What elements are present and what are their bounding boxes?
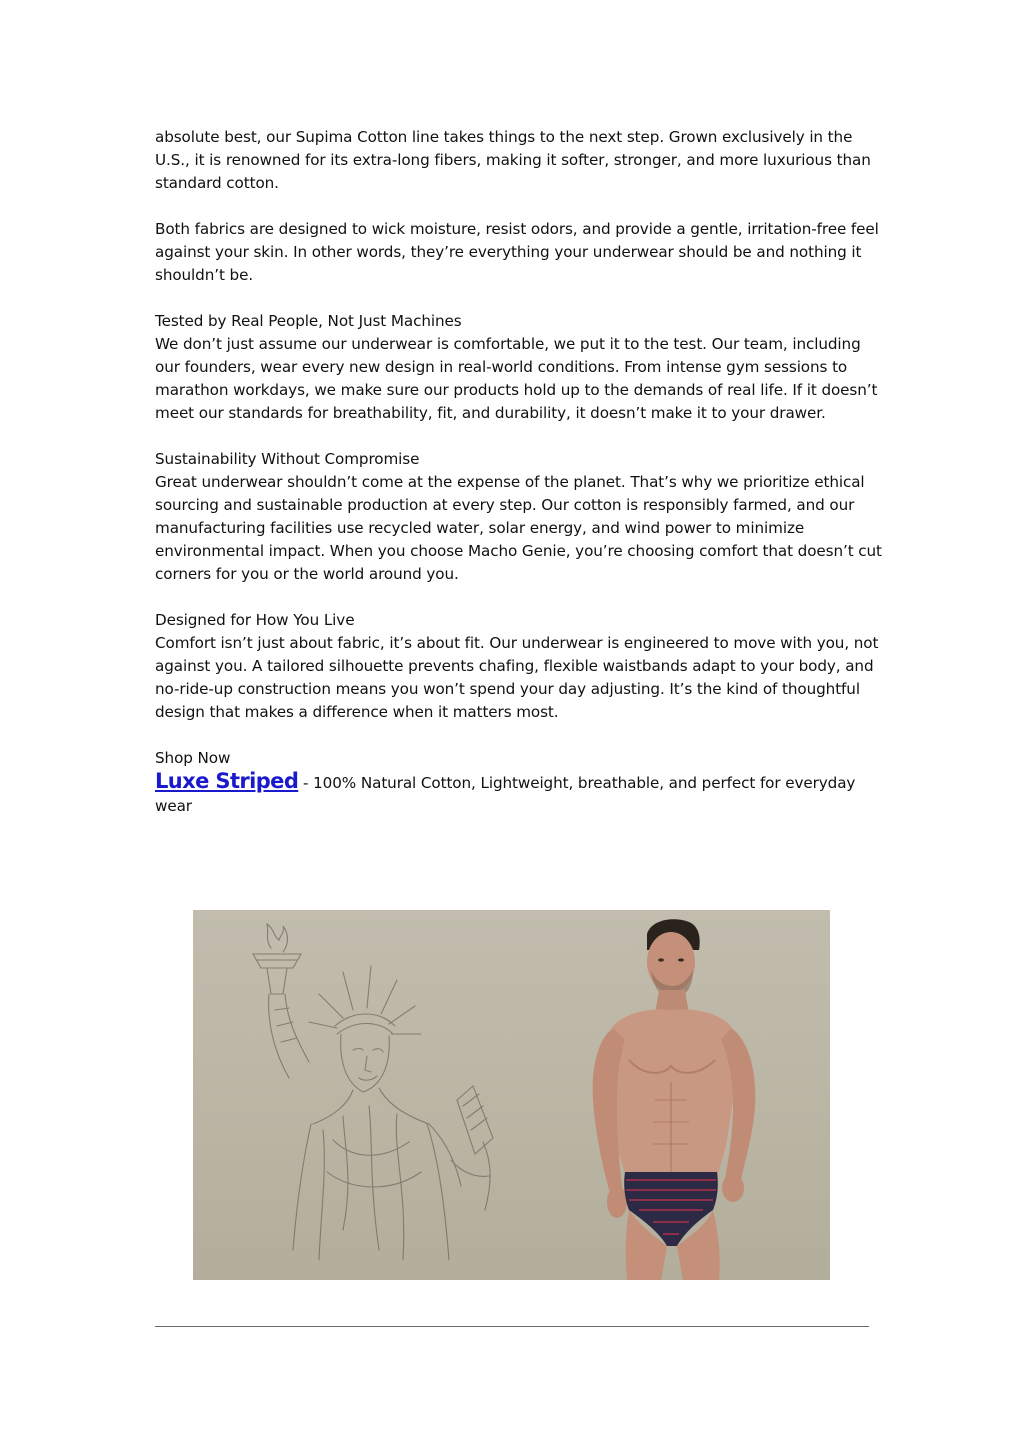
section-testing [155, 310, 883, 425]
footer-divider [155, 1326, 869, 1327]
fabrics-paragraph: Both fabrics are designed to wick moisture, resist odors, and provide a gentle, irritation-free feel against your skin. In other words, they’re everything your underwear should be and nothing it shouldn’t be. [155, 220, 879, 284]
product-line [155, 770, 883, 818]
section-body-design: Comfort isn’t just about fabric, it’s about fit. Our underwear is engineered to move with you, not against you. A tailored silhouette prevents chafing, flexible waistbands adapt to your body, and no-ride-up construction means you won’t spend your day adjusting. It’s the kind of thoughtful design that makes a difference when it matters most. [155, 634, 879, 721]
model-figure [593, 919, 756, 1280]
section-body-sustainability: Great underwear shouldn’t come at the expense of the planet. That’s why we prioritize ethical sourcing and sustainable production at every step. Our cotton is responsibly farmed, and our manufacturing facilities use recycled water, solar energy, and wind power to minimize environmental impact. When you choose Macho Genie, you’re choosing comfort that doesn’t cut corners for you or the world around you. [155, 473, 882, 583]
luxe-striped-link[interactable]: Luxe Striped [155, 769, 299, 793]
section-design [155, 609, 883, 724]
supima-paragraph: absolute best, our Supima Cotton line takes things to the next step. Grown exclusively in the U.S., it is renowned for its extra-long fibers, making it softer, stronger, and more luxurious than standard cotton. [155, 128, 871, 192]
section-sustainability [155, 448, 883, 586]
product-photo [193, 910, 830, 1280]
section-heading-design: Designed for How You Live [155, 611, 355, 629]
article-body [155, 126, 883, 818]
section-heading-sustainability: Sustainability Without Compromise [155, 450, 420, 468]
section-heading-testing: Tested by Real People, Not Just Machines [155, 312, 462, 330]
section-body-testing: We don’t just assume our underwear is comfortable, we put it to the test. Our team, including our founders, wear every new design in real-world conditions. From intense gym sessions to marathon workdays, we make sure our products hold up to the demands of real life. If it doesn’t meet our standards for breathability, fit, and durability, it doesn’t make it to your drawer. [155, 335, 878, 422]
statue-of-liberty-sketch [253, 924, 493, 1260]
product-description: - 100% Natural Cotton, Lightweight, breathable, and perfect for everyday wear [155, 774, 856, 815]
shop-now-heading: Shop Now [155, 749, 231, 767]
